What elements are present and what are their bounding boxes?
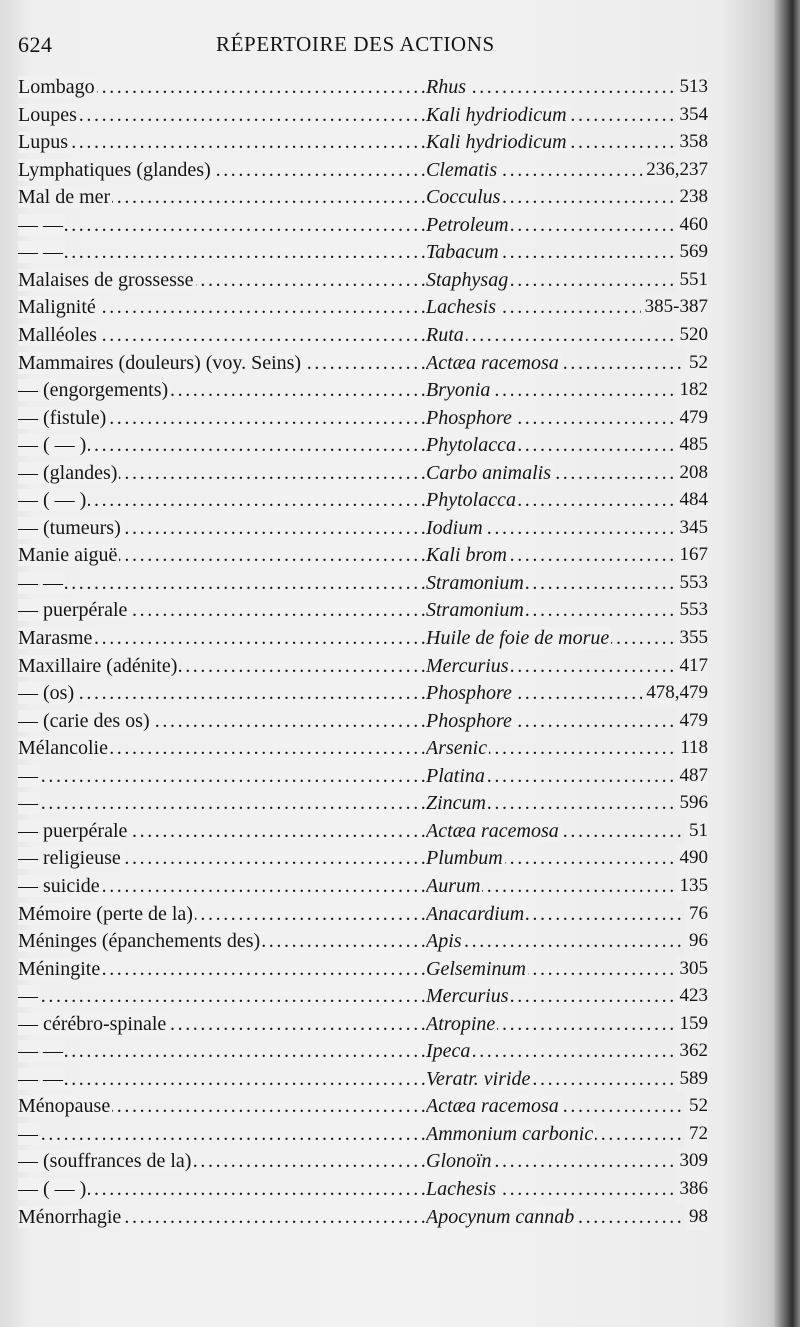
entry-page-ref: 358 xyxy=(676,128,709,156)
entry-label-text: — ( — ) xyxy=(18,489,87,512)
index-entry xyxy=(0,817,800,845)
entry-remedy-text: Stramonium xyxy=(426,599,524,622)
entry-remedy xyxy=(426,1092,708,1120)
entry-remedy xyxy=(426,1147,708,1175)
entry-remedy xyxy=(426,1175,708,1203)
running-head: RÉPERTOIRE DES ACTIONS xyxy=(216,32,495,56)
entry-label xyxy=(18,266,426,294)
entry-page-ref: 551 xyxy=(676,266,709,294)
entry-label xyxy=(18,1010,426,1038)
entry-page-ref: 238 xyxy=(676,183,709,211)
entry-label xyxy=(18,183,426,211)
entry-label-text: Maxillaire (adénite) xyxy=(18,654,178,677)
entry-label xyxy=(18,955,426,983)
entry-label xyxy=(18,762,426,790)
entry-label-text: Mal de mer xyxy=(18,186,111,209)
entry-label xyxy=(18,596,426,624)
entry-remedy-text: Phosphore xyxy=(426,709,512,732)
entry-remedy xyxy=(426,128,708,156)
entry-page-ref: 386 xyxy=(676,1175,709,1203)
entry-remedy xyxy=(426,982,708,1010)
entry-page-ref: 484 xyxy=(676,486,709,514)
index-entry xyxy=(0,844,800,872)
index-entry xyxy=(0,1147,800,1175)
entry-remedy xyxy=(426,73,708,101)
index-entry xyxy=(0,349,800,377)
entry-page-ref: 490 xyxy=(676,844,709,872)
entry-remedy xyxy=(426,1203,708,1231)
entry-remedy xyxy=(426,955,708,983)
entry-label xyxy=(18,1065,426,1093)
entry-label xyxy=(18,569,426,597)
index-entry xyxy=(0,266,800,294)
entry-label xyxy=(18,459,426,487)
entry-page-ref: 479 xyxy=(676,404,709,432)
entry-remedy-text: Stramonium xyxy=(426,571,524,594)
entry-remedy-text: Zincum xyxy=(426,792,486,815)
index-entry xyxy=(0,238,800,266)
entry-label xyxy=(18,514,426,542)
entry-label xyxy=(18,1037,426,1065)
entry-label-text: Lupus xyxy=(18,131,68,154)
entry-remedy xyxy=(426,459,708,487)
entry-label-text: Lymphatiques (glandes) xyxy=(18,158,211,181)
entry-page-ref: 513 xyxy=(676,73,709,101)
entry-remedy xyxy=(426,101,708,129)
entry-page-ref: 118 xyxy=(676,734,708,762)
entry-label-text: Lombago xyxy=(18,76,95,98)
entry-page-ref: 52 xyxy=(685,349,708,377)
entry-remedy-text: Carbo animalis xyxy=(426,461,552,484)
entry-page-ref: 485 xyxy=(676,431,709,459)
index-entry xyxy=(0,459,800,487)
entry-remedy xyxy=(426,569,708,597)
entry-page-ref: 236,237 xyxy=(642,156,708,184)
entry-page-ref: 460 xyxy=(676,211,709,239)
entry-page-ref: 355 xyxy=(676,624,709,652)
entry-label-text: Ménopause xyxy=(18,1095,111,1118)
entry-label xyxy=(18,349,426,377)
entry-remedy-text: Ruta xyxy=(426,323,464,346)
entry-page-ref: 208 xyxy=(676,459,709,487)
entry-remedy-text: Aurum xyxy=(426,874,481,897)
entry-page-ref: 135 xyxy=(676,872,709,900)
entry-page-ref: 305 xyxy=(676,955,709,983)
entry-label xyxy=(18,652,426,680)
entry-label xyxy=(18,624,426,652)
entry-page-ref: 553 xyxy=(676,596,709,624)
entry-remedy xyxy=(426,376,708,404)
entry-remedy xyxy=(426,707,708,735)
index-entry xyxy=(0,293,800,321)
index-entry xyxy=(0,211,800,239)
entry-label xyxy=(18,1203,426,1231)
entry-remedy-text: Veratr. viride xyxy=(426,1067,531,1090)
entry-label xyxy=(18,156,426,184)
entry-page-ref: 479 xyxy=(676,707,709,735)
entry-remedy-text: Phosphore xyxy=(426,406,512,429)
entry-remedy xyxy=(426,486,708,514)
entry-page-ref: 596 xyxy=(676,789,709,817)
entry-remedy xyxy=(426,211,708,239)
entry-label xyxy=(18,128,426,156)
index-entry xyxy=(0,569,800,597)
entry-remedy-text: Phosphore xyxy=(426,682,512,705)
entry-label xyxy=(18,101,426,129)
entry-remedy-text: Staphysag xyxy=(426,268,509,291)
entry-label-text: — puerpérale xyxy=(18,819,128,842)
entry-remedy-text: Ipeca xyxy=(426,1040,471,1063)
page-number: 624 xyxy=(18,32,53,57)
entry-page-ref: 569 xyxy=(676,238,709,266)
entry-remedy-text: Kali hydriodicum xyxy=(426,131,567,154)
entry-label-text: — — xyxy=(18,1067,63,1090)
entry-label xyxy=(18,789,426,817)
entry-label xyxy=(18,1147,426,1175)
entry-label-text: Mammaires (douleurs) (voy. Seins) xyxy=(18,351,302,374)
entry-remedy-text: Mercurius xyxy=(426,654,509,677)
index-entry xyxy=(0,73,800,101)
entry-label-text: Mémoire (perte de la) xyxy=(18,902,193,925)
entry-remedy xyxy=(426,652,708,680)
entry-label-text: — — xyxy=(18,241,63,264)
entry-label-text: — ( — ) xyxy=(18,1178,87,1200)
index-entry xyxy=(0,900,800,928)
entry-label xyxy=(18,679,426,707)
entry-label-text: — xyxy=(18,764,38,787)
entry-remedy xyxy=(426,927,708,955)
entry-page-ref: 423 xyxy=(676,982,709,1010)
entry-remedy xyxy=(426,431,708,459)
entry-label-text: Mélancolie xyxy=(18,737,108,760)
entry-remedy-text: Kali hydriodicum xyxy=(426,103,567,126)
index-entry xyxy=(0,1037,800,1065)
entry-remedy-text: Lachesis xyxy=(426,1178,496,1200)
entry-remedy xyxy=(426,624,708,652)
entry-remedy-text: Kali brom xyxy=(426,544,507,567)
entry-page-ref: 51 xyxy=(685,817,708,845)
entry-remedy xyxy=(426,1010,708,1038)
entry-remedy xyxy=(426,844,708,872)
entry-label xyxy=(18,376,426,404)
entry-label-text: — xyxy=(18,792,38,815)
entry-remedy-text: Apis xyxy=(426,930,462,953)
index-entry xyxy=(0,734,800,762)
entry-label xyxy=(18,844,426,872)
entry-page-ref: 478,479 xyxy=(642,679,708,707)
index-entry xyxy=(0,321,800,349)
entry-remedy xyxy=(426,349,708,377)
entry-label-text: — — xyxy=(18,213,63,236)
index-entry xyxy=(0,624,800,652)
index-entry xyxy=(0,596,800,624)
entry-remedy-text: Cocculus xyxy=(426,186,501,209)
entry-remedy xyxy=(426,183,708,211)
entry-remedy xyxy=(426,404,708,432)
index-entry xyxy=(0,707,800,735)
entry-remedy xyxy=(426,266,708,294)
entry-page-ref: 182 xyxy=(676,376,709,404)
entry-remedy-text: Phytolacca xyxy=(426,489,516,512)
entry-label-text: — (fistule) xyxy=(18,406,107,429)
entry-remedy-text: Iodium xyxy=(426,516,483,539)
entry-label-text: — (carie des os) xyxy=(18,709,150,732)
entry-label-text: — — xyxy=(18,571,63,594)
entry-label xyxy=(18,927,426,955)
entry-label-text: — xyxy=(18,1122,38,1145)
index-entry xyxy=(0,927,800,955)
entry-label-text: Marasme xyxy=(18,627,93,649)
entry-label-text: Loupes xyxy=(18,103,77,126)
index-entry xyxy=(0,376,800,404)
entry-remedy-text: Platina xyxy=(426,764,485,787)
entry-page-ref: 362 xyxy=(676,1037,709,1065)
entry-remedy-text: Bryonia xyxy=(426,379,491,402)
entry-page-ref: 589 xyxy=(676,1065,709,1093)
index-entry xyxy=(0,679,800,707)
index-entry xyxy=(0,156,800,184)
index-entry xyxy=(0,1065,800,1093)
entry-label-text: — puerpérale xyxy=(18,599,128,622)
entry-remedy-text: Glonoïn xyxy=(426,1150,492,1173)
index-entry xyxy=(0,872,800,900)
entry-page-ref: 72 xyxy=(685,1120,708,1148)
entry-page-ref: 309 xyxy=(676,1147,709,1175)
entry-remedy-text: Rhus xyxy=(426,76,466,98)
index-entry xyxy=(0,101,800,129)
entry-label-text: Ménorrhagie xyxy=(18,1205,122,1228)
entry-remedy-text: Mercurius xyxy=(426,985,509,1008)
entry-label xyxy=(18,707,426,735)
entry-label-text: — religieuse xyxy=(18,847,121,870)
entry-label-text: — (glandes) xyxy=(18,461,118,484)
entry-page-ref: 417 xyxy=(676,652,709,680)
entry-label-text: — suicide xyxy=(18,874,100,897)
entry-remedy-text: Actæa racemosa xyxy=(426,819,559,842)
index-entry xyxy=(0,652,800,680)
index-entry xyxy=(0,1092,800,1120)
index-entry xyxy=(0,128,800,156)
entry-remedy-text: Atropine xyxy=(426,1012,496,1035)
entry-remedy xyxy=(426,817,708,845)
index-entry xyxy=(0,1175,800,1203)
entry-page-ref: 385-387 xyxy=(641,293,708,321)
entry-label xyxy=(18,872,426,900)
entry-page-ref: 167 xyxy=(676,541,709,569)
entry-label xyxy=(18,486,426,514)
entry-label xyxy=(18,1092,426,1120)
entry-page-ref: 345 xyxy=(676,514,709,542)
entry-label-text: — — xyxy=(18,1040,63,1063)
index-entry xyxy=(0,1120,800,1148)
entry-label xyxy=(18,1175,426,1203)
entry-label xyxy=(18,211,426,239)
entry-remedy-text: Lachesis xyxy=(426,296,496,319)
entry-page-ref: 76 xyxy=(685,900,708,928)
entry-remedy xyxy=(426,1037,708,1065)
index-entry xyxy=(0,431,800,459)
index-entry xyxy=(0,183,800,211)
entry-remedy-text: Tabacum xyxy=(426,241,499,264)
index-entry xyxy=(0,1203,800,1231)
entry-remedy-text: Plumbum xyxy=(426,847,503,870)
entry-remedy-text: Actæa racemosa xyxy=(426,351,559,374)
entry-remedy xyxy=(426,514,708,542)
entry-remedy xyxy=(426,541,708,569)
entry-label-text: Méninges (épanchements des) xyxy=(18,930,261,953)
entry-label-text: — (engorgements) xyxy=(18,379,169,402)
entry-label xyxy=(18,982,426,1010)
entry-page-ref: 354 xyxy=(676,101,709,129)
entry-remedy-text: Anacardium xyxy=(426,902,525,925)
entry-remedy-text: Ammonium carbonic xyxy=(426,1122,594,1145)
entry-remedy xyxy=(426,238,708,266)
entry-label xyxy=(18,321,426,349)
entry-label-text: — (os) xyxy=(18,682,75,705)
entry-label xyxy=(18,1120,426,1148)
entry-remedy xyxy=(426,900,708,928)
entry-label xyxy=(18,734,426,762)
entry-label xyxy=(18,293,426,321)
index-entry xyxy=(0,789,800,817)
entry-label xyxy=(18,817,426,845)
entry-page-ref: 487 xyxy=(676,762,709,790)
entry-label-text: Malléoles xyxy=(18,323,97,346)
entry-label xyxy=(18,238,426,266)
entry-page-ref: 159 xyxy=(676,1010,709,1038)
index-entry xyxy=(0,541,800,569)
entry-remedy-text: Huile de foie de morue xyxy=(426,627,610,649)
entry-remedy xyxy=(426,734,708,762)
entry-label-text: — xyxy=(18,985,38,1008)
entry-page-ref: 98 xyxy=(685,1203,708,1231)
entry-remedy xyxy=(426,872,708,900)
entry-label-text: — (tumeurs) xyxy=(18,516,121,539)
entry-remedy-text: Actæa racemosa xyxy=(426,1095,559,1118)
entry-page-ref: 52 xyxy=(685,1092,708,1120)
entry-page-ref: 553 xyxy=(676,569,709,597)
entry-page-ref: 96 xyxy=(685,927,708,955)
entry-label-text: Manie aiguë xyxy=(18,544,118,567)
entry-label xyxy=(18,900,426,928)
entry-remedy-text: Arsenic xyxy=(426,737,488,760)
entry-remedy xyxy=(426,596,708,624)
entry-label xyxy=(18,541,426,569)
entry-label-text: — cérébro-spinale xyxy=(18,1012,167,1035)
entry-remedy xyxy=(426,1065,708,1093)
entry-label xyxy=(18,431,426,459)
entry-remedy xyxy=(426,321,708,349)
entry-label-text: — ( — ) xyxy=(18,434,87,457)
entry-label-text: — (souffrances de la) xyxy=(18,1150,192,1173)
index-entry xyxy=(0,955,800,983)
entry-label xyxy=(18,404,426,432)
entry-remedy xyxy=(426,1120,708,1148)
entry-remedy-text: Phytolacca xyxy=(426,434,516,457)
entry-label-text: Méningite xyxy=(18,957,101,980)
index-entry xyxy=(0,486,800,514)
entry-remedy-text: Petroleum xyxy=(426,213,509,236)
entry-page-ref: 520 xyxy=(676,321,709,349)
entry-remedy-text: Apocynum cannab xyxy=(426,1205,575,1228)
entry-label-text: Malignité xyxy=(18,296,96,319)
index-entry xyxy=(0,1010,800,1038)
entry-remedy-text: Gelseminum xyxy=(426,957,526,980)
index-entry xyxy=(0,404,800,432)
entry-label xyxy=(18,73,426,101)
entry-label-text: Malaises de grossesse xyxy=(18,268,194,291)
index-entry xyxy=(0,514,800,542)
entry-remedy xyxy=(426,762,708,790)
entry-remedy-text: Clematis xyxy=(426,158,498,181)
entry-remedy xyxy=(426,789,708,817)
index-entry xyxy=(0,982,800,1010)
index-entry xyxy=(0,762,800,790)
